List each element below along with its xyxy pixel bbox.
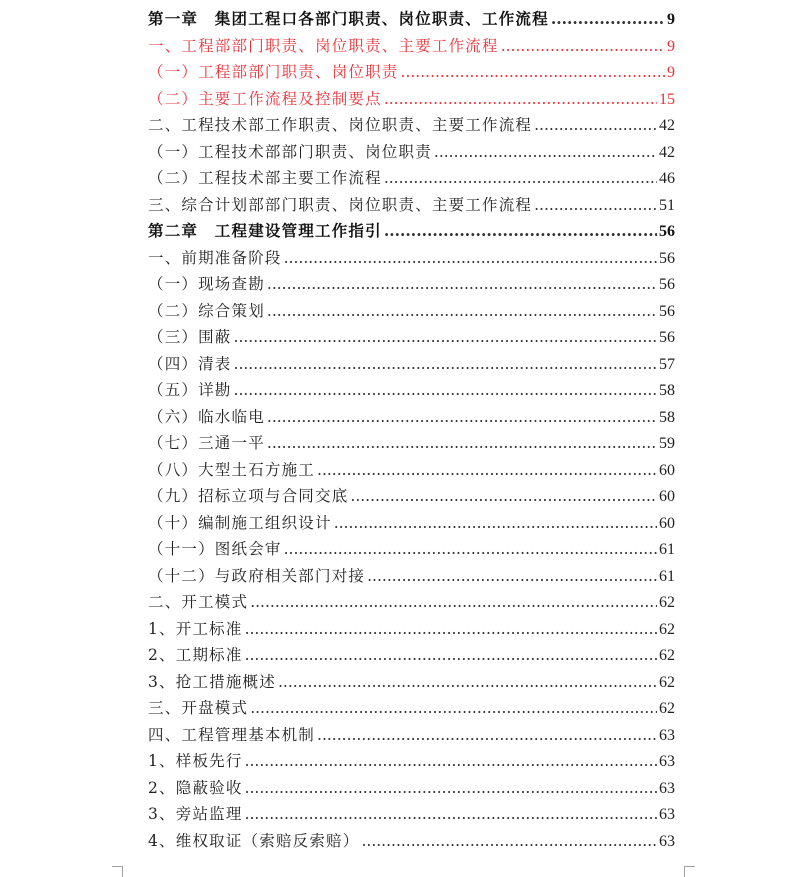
toc-leader-dots — [534, 192, 657, 219]
toc-entry-label: （十）编制施工组织设计 — [148, 513, 332, 532]
toc-entry[interactable] — [148, 483, 675, 510]
toc-entry[interactable] — [148, 33, 675, 60]
toc-leader-dots — [245, 801, 657, 828]
toc-entry-page-number: 63 — [659, 832, 675, 850]
toc-entry-label: （六）临水临电 — [148, 407, 265, 426]
toc-entry-page-number: 56 — [659, 249, 675, 267]
toc-entry[interactable] — [148, 589, 675, 616]
toc-entry[interactable] — [148, 536, 675, 563]
toc-entry-label: （二）主要工作流程及控制要点 — [148, 89, 382, 108]
toc-entry-label: （二）综合策划 — [148, 301, 265, 320]
toc-leader-dots — [267, 404, 657, 431]
page-corner-mark-right — [684, 866, 695, 877]
toc-leader-dots — [501, 33, 665, 60]
toc-entry-label: （一）工程部部门职责、岗位职责 — [148, 63, 399, 81]
toc-entry-page-number: 61 — [659, 567, 675, 585]
toc-entry[interactable] — [148, 563, 675, 590]
toc-entry[interactable] — [148, 139, 675, 166]
toc-leader-dots — [245, 748, 657, 775]
toc-leader-dots — [278, 669, 657, 696]
toc-entry[interactable] — [148, 271, 675, 298]
toc-leader-dots — [384, 165, 657, 192]
toc-leader-dots — [551, 6, 665, 33]
toc-entry[interactable] — [148, 642, 675, 669]
toc-entry-label: 3、抢工措施概述 — [148, 672, 276, 691]
toc-leader-dots — [361, 828, 657, 855]
toc-leader-dots — [245, 775, 657, 802]
toc-entry[interactable] — [148, 192, 675, 219]
toc-entry-page-number: 9 — [667, 11, 675, 28]
toc-leader-dots — [234, 324, 657, 351]
toc-entry[interactable] — [148, 59, 675, 86]
toc-entry-label: （一）工程技术部部门职责、岗位职责 — [148, 142, 432, 161]
toc-entry[interactable] — [148, 457, 675, 484]
toc-leader-dots — [350, 483, 657, 510]
toc-entry[interactable] — [148, 430, 675, 457]
toc-entry-label: 4、维权取证（索赔反索赔） — [148, 831, 360, 850]
toc-entry-page-number: 62 — [659, 700, 675, 717]
toc-entry[interactable] — [148, 6, 675, 33]
toc-entry[interactable] — [148, 722, 675, 749]
toc-entry-page-number: 51 — [659, 196, 675, 214]
toc-entry-page-number: 63 — [659, 779, 675, 797]
toc-leader-dots — [250, 589, 657, 616]
toc-entry[interactable] — [148, 377, 675, 404]
toc-entry-page-number: 62 — [659, 594, 675, 611]
toc-entry-label: （八）大型土石方施工 — [148, 460, 316, 479]
toc-entry-label: 2、隐蔽验收 — [148, 778, 243, 797]
toc-entry-page-number: 56 — [659, 223, 675, 240]
toc-entry-page-number: 58 — [659, 382, 675, 399]
toc-leader-dots — [245, 616, 657, 643]
toc-leader-dots — [384, 218, 657, 245]
toc-entry[interactable] — [148, 801, 675, 828]
toc-entry-label: 一、工程部部门职责、岗位职责、主要工作流程 — [148, 36, 499, 55]
toc-entry-label: （九）招标立项与合同交底 — [148, 487, 349, 505]
toc-entry-page-number: 9 — [667, 64, 675, 81]
toc-entry-page-number: 59 — [659, 435, 675, 452]
toc-entry-label: 2、工期标准 — [148, 646, 243, 664]
toc-entry[interactable] — [148, 245, 675, 272]
toc-entry-page-number: 60 — [659, 461, 675, 479]
toc-leader-dots — [250, 695, 657, 722]
toc-entry-label: 三、开盘模式 — [148, 699, 249, 717]
toc-entry-page-number: 62 — [659, 647, 675, 664]
toc-entry-page-number: 60 — [659, 488, 675, 505]
toc-entry-label: （四）清表 — [148, 354, 232, 373]
toc-leader-dots — [267, 430, 657, 457]
toc-entry-page-number: 62 — [659, 620, 675, 638]
toc-entry-label: （二）工程技术部主要工作流程 — [148, 169, 382, 187]
toc-entry-page-number: 62 — [659, 673, 675, 691]
toc-entry-page-number: 61 — [659, 541, 675, 558]
toc-entry[interactable] — [148, 616, 675, 643]
toc-leader-dots — [234, 351, 657, 378]
toc-entry-page-number: 15 — [659, 90, 675, 108]
toc-entry-label: 四、工程管理基本机制 — [148, 725, 316, 744]
toc-entry-page-number: 57 — [659, 355, 675, 373]
toc-entry-label: （七）三通一平 — [148, 434, 265, 452]
table-of-contents — [148, 6, 675, 854]
toc-leader-dots — [284, 245, 657, 272]
toc-entry-label: （十二）与政府相关部门对接 — [148, 566, 366, 585]
toc-leader-dots — [234, 377, 657, 404]
toc-leader-dots — [267, 298, 657, 325]
toc-leader-dots — [284, 536, 657, 563]
toc-entry[interactable] — [148, 351, 675, 378]
toc-leader-dots — [534, 112, 657, 139]
toc-entry[interactable] — [148, 298, 675, 325]
toc-entry[interactable] — [148, 695, 675, 722]
toc-entry-page-number: 9 — [667, 37, 675, 55]
toc-entry-page-number: 42 — [659, 143, 675, 161]
toc-leader-dots — [384, 86, 657, 113]
toc-entry-label: 1、开工标准 — [148, 619, 243, 638]
toc-entry-label: （十一）图纸会审 — [148, 540, 282, 558]
toc-entry-label: 第二章 工程建设管理工作指引 — [148, 221, 382, 240]
toc-entry-label: 1、样板先行 — [148, 752, 243, 770]
toc-entry[interactable] — [148, 510, 675, 537]
toc-entry-page-number: 56 — [659, 276, 675, 293]
toc-entry[interactable] — [148, 748, 675, 775]
toc-entry[interactable] — [148, 165, 675, 192]
toc-leader-dots — [334, 510, 657, 537]
toc-entry-label: 一、前期准备阶段 — [148, 248, 282, 267]
toc-leader-dots — [367, 563, 657, 590]
toc-entry-label: 二、工程技术部工作职责、岗位职责、主要工作流程 — [148, 116, 533, 134]
toc-entry-label: （五）详勘 — [148, 381, 232, 399]
toc-entry[interactable] — [148, 775, 675, 802]
toc-entry-label: 三、综合计划部部门职责、岗位职责、主要工作流程 — [148, 195, 533, 214]
toc-leader-dots — [245, 642, 657, 669]
toc-leader-dots — [434, 139, 657, 166]
toc-entry-page-number: 56 — [659, 329, 675, 346]
toc-entry[interactable] — [148, 669, 675, 696]
toc-leader-dots — [267, 271, 657, 298]
toc-entry[interactable] — [148, 828, 675, 855]
toc-leader-dots — [317, 722, 657, 749]
toc-leader-dots — [317, 457, 657, 484]
toc-entry[interactable] — [148, 404, 675, 431]
toc-entry-page-number: 58 — [659, 408, 675, 426]
toc-entry[interactable] — [148, 218, 675, 245]
toc-entry-page-number: 63 — [659, 753, 675, 770]
toc-entry-page-number: 60 — [659, 514, 675, 532]
toc-entry[interactable] — [148, 112, 675, 139]
toc-entry-label: 第一章 集团工程口各部门职责、岗位职责、工作流程 — [148, 9, 549, 28]
toc-entry[interactable] — [148, 86, 675, 113]
toc-entry-page-number: 56 — [659, 302, 675, 320]
toc-entry-label: （三）围蔽 — [148, 328, 232, 346]
toc-entry-label: 3、旁站监理 — [148, 805, 243, 823]
toc-entry-page-number: 46 — [659, 170, 675, 187]
toc-entry-page-number: 63 — [659, 806, 675, 823]
page-corner-mark-left — [112, 866, 123, 877]
toc-entry-label: 二、开工模式 — [148, 593, 249, 611]
toc-entry-label: （一）现场查勘 — [148, 275, 265, 293]
toc-entry-page-number: 42 — [659, 117, 675, 134]
toc-entry[interactable] — [148, 324, 675, 351]
toc-leader-dots — [401, 59, 665, 86]
toc-entry-page-number: 63 — [659, 726, 675, 744]
